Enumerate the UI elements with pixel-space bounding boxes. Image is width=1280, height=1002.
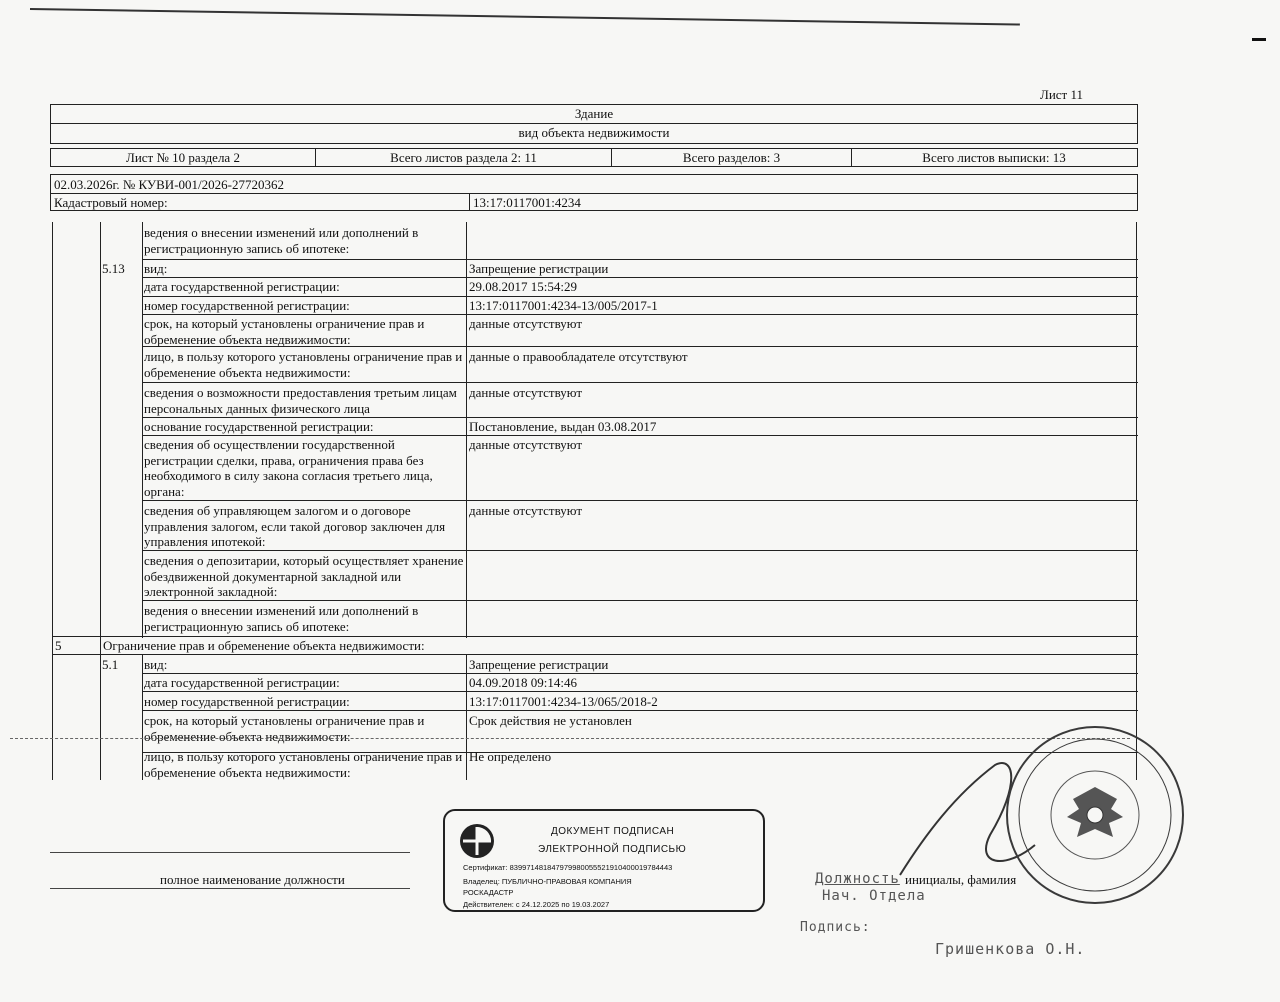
row-label: сведения об осуществлении государственной регистрации сделки, права, ограничения права без необходимого в силу закона согласия третьего лица, органа: <box>144 437 433 499</box>
row-label: срок, на который установлены ограничение прав и обременение объекта недвижимости: <box>144 316 425 347</box>
row-label: сведения о возможности предоставления третьим лицам персональных данных физического лица <box>144 385 457 416</box>
esign-title: ДОКУМЕНТ ПОДПИСАН <box>551 826 675 837</box>
stamp-position: Должность <box>815 871 900 887</box>
row-value: данные отсутствуют <box>469 437 583 452</box>
esign-valid: Действителен: с 24.12.2025 по 19.03.2027 <box>463 900 610 909</box>
scan-edge-line <box>30 8 1020 26</box>
sheets-in-section: Всего листов раздела 2: 11 <box>316 149 612 166</box>
object-type-header <box>50 104 1138 144</box>
electronic-signature-stamp <box>443 809 765 912</box>
row-label: срок, на который установлены ограничение прав и обременение объекта недвижимости: <box>144 713 425 744</box>
extract-meta <box>50 174 1138 211</box>
sheet-number: Лист 11 <box>1040 87 1083 102</box>
stamp-sign-label: Подпись: <box>800 920 871 935</box>
roskadastr-logo-icon <box>459 823 495 859</box>
cadastral-label: Кадастровый номер: <box>54 195 168 210</box>
sheet-info-row <box>50 148 1138 167</box>
row-value: данные отсутствуют <box>469 503 583 518</box>
row-value: Запрещение регистрации <box>469 261 609 276</box>
esign-cert: Сертификат: 839971481847979980055521910400019784443 <box>463 863 673 872</box>
scan-mark <box>1252 38 1266 41</box>
row-label: вид: <box>144 261 168 276</box>
row-value: 29.08.2017 15:54:29 <box>469 279 577 294</box>
esign-subtitle: ЭЛЕКТРОННОЙ ПОДПИСЬЮ <box>538 844 687 855</box>
encumbrance-table <box>52 222 1138 780</box>
section-number: 5 <box>55 638 62 653</box>
object-type: Здание <box>51 105 1137 124</box>
date-number: 02.03.2026г. № КУВИ-001/2026-27720362 <box>54 177 284 192</box>
row-label: ведения о внесении изменений или дополнений в регистрационную запись об ипотеке: <box>144 603 419 634</box>
row-label: лицо, в пользу которого установлены ограничение прав и обременение объекта недвижимости: <box>144 349 463 380</box>
position-caption: полное наименование должности <box>160 872 345 887</box>
esign-owner: Владелец: ПУБЛИЧНО-ПРАВОВАЯ КОМПАНИЯ <box>463 877 632 886</box>
cadastral-value: 13:17:0117001:4234 <box>473 195 581 210</box>
row-value: Не определено <box>469 749 552 764</box>
row-value: данные отсутствуют <box>469 385 583 400</box>
row-label: номер государственной регистрации: <box>144 694 350 709</box>
row-label: лицо, в пользу которого установлены ограничение прав и обременение объекта недвижимости: <box>144 749 463 780</box>
row-value: Постановление, выдан 03.08.2017 <box>469 419 657 434</box>
sections-total: Всего разделов: 3 <box>612 149 852 166</box>
object-type-caption: вид объекта недвижимости <box>518 125 670 140</box>
row-value: данные о правообладателе отсутствуют <box>469 349 688 364</box>
row-label: номер государственной регистрации: <box>144 298 350 313</box>
row-label: дата государственной регистрации: <box>144 675 340 690</box>
sheets-total: Всего листов выписки: 13 <box>922 150 1066 165</box>
row-value: 04.09.2018 09:14:46 <box>469 675 577 690</box>
row-label: сведения о депозитарии, который осуществляет хранение обездвиженной документарной закладной или электронной закладной: <box>144 553 464 599</box>
row-label: ведения о внесении изменений или дополнений в регистрационную запись об ипотеке: <box>144 225 419 256</box>
row-label: вид: <box>144 657 168 672</box>
row-number: 5.13 <box>102 261 125 276</box>
row-value: Запрещение регистрации <box>469 657 609 672</box>
sheet-no: Лист № 10 раздела 2 <box>51 149 316 166</box>
stamp-name: Гришенкова О.Н. <box>935 940 1086 958</box>
row-value: данные отсутствуют <box>469 316 583 331</box>
row-value: 13:17:0117001:4234-13/065/2018-2 <box>469 694 658 709</box>
row-label: основание государственной регистрации: <box>144 419 374 434</box>
stamp-title: Нач. Отдела <box>822 888 926 904</box>
row-number: 5.1 <box>102 657 119 672</box>
section-title: Ограничение прав и обременение объекта недвижимости: <box>103 638 523 654</box>
initials-caption: инициалы, фамилия <box>905 872 1017 887</box>
esign-owner-name: РОСКАДАСТР <box>463 888 514 897</box>
row-label: сведения об управляющем залогом и о договоре управления залогом, если такой договор заключен для управления ипотекой: <box>144 503 446 549</box>
row-label: дата государственной регистрации: <box>144 279 340 294</box>
row-value: 13:17:0117001:4234-13/005/2017-1 <box>469 298 658 313</box>
row-value: Срок действия не установлен <box>469 713 632 728</box>
